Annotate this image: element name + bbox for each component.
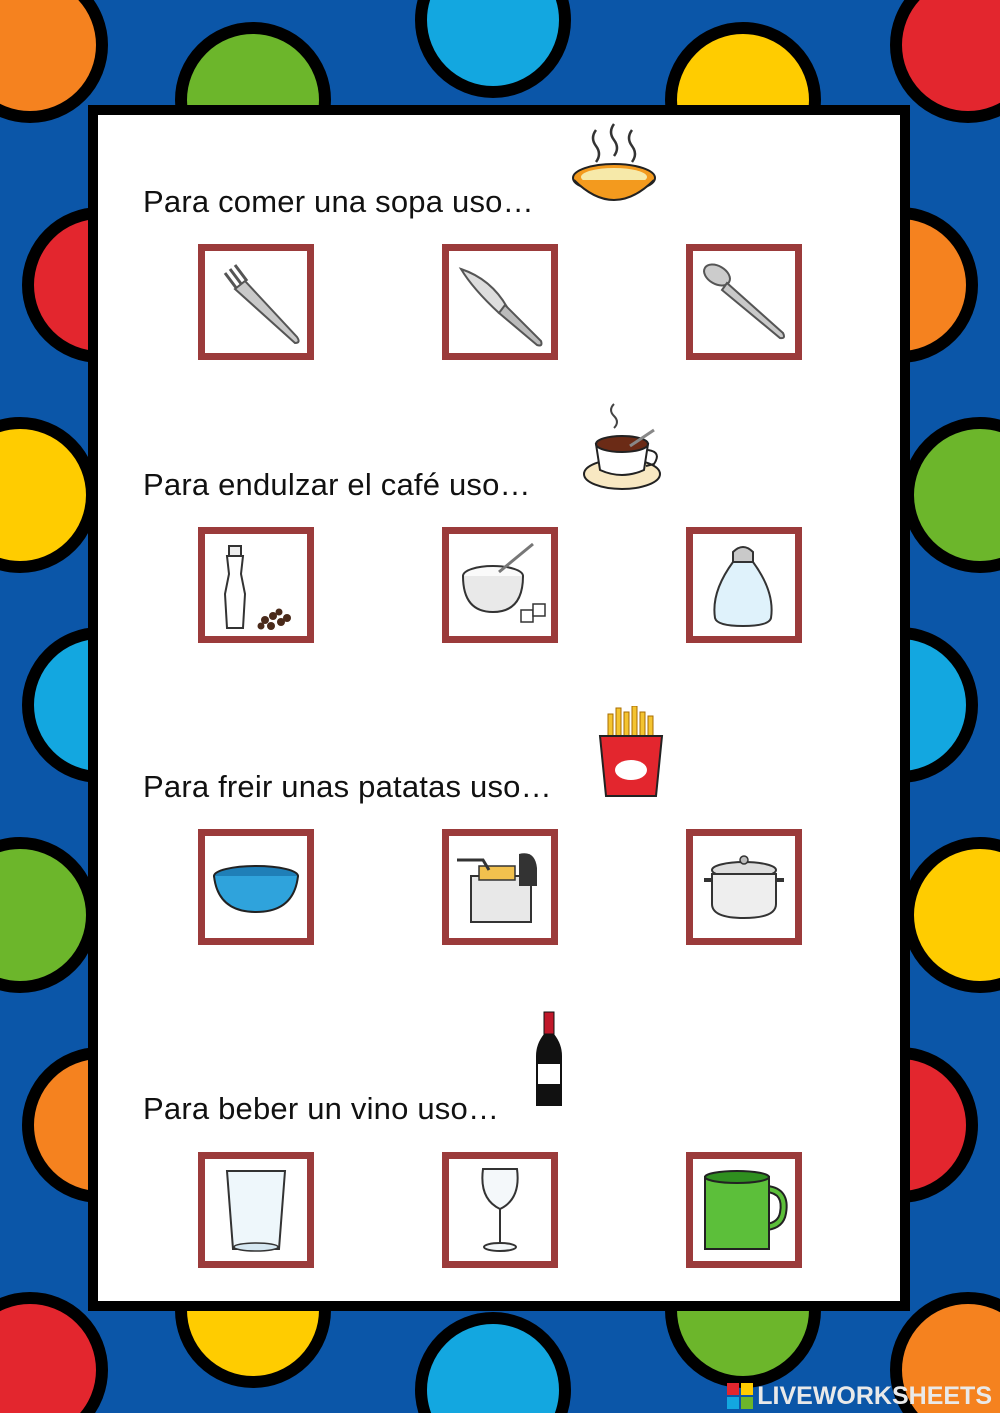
- wine-glass-icon: [449, 1159, 551, 1261]
- option-water-glass[interactable]: [198, 1152, 314, 1268]
- question-4-text: Para beber un vino uso…: [143, 1091, 500, 1126]
- liveworksheets-logo-icon: [727, 1383, 753, 1409]
- salt-shaker-icon: [693, 534, 795, 636]
- option-cooking-pot[interactable]: [686, 829, 802, 945]
- option-mixing-bowl[interactable]: [198, 829, 314, 945]
- option-mug[interactable]: [686, 1152, 802, 1268]
- option-fork[interactable]: [198, 244, 314, 360]
- pepper-grinder-icon: [205, 534, 307, 636]
- option-deep-fryer[interactable]: [442, 829, 558, 945]
- option-spoon[interactable]: [686, 244, 802, 360]
- mixing-bowl-icon: [205, 836, 307, 938]
- fork-icon: [205, 251, 307, 353]
- french-fries-icon: [596, 706, 666, 798]
- option-pepper-grinder[interactable]: [198, 527, 314, 643]
- water-glass-icon: [205, 1159, 307, 1261]
- option-salt-shaker[interactable]: [686, 527, 802, 643]
- option-sugar-bowl[interactable]: [442, 527, 558, 643]
- soup-bowl-icon: [568, 122, 660, 212]
- liveworksheets-watermark: [727, 1383, 992, 1409]
- mug-icon: [693, 1159, 795, 1261]
- cooking-pot-icon: [693, 836, 795, 938]
- option-wine-glass[interactable]: [442, 1152, 558, 1268]
- question-1-text: Para comer una sopa uso…: [143, 184, 534, 219]
- deep-fryer-icon: [449, 836, 551, 938]
- question-2-text: Para endulzar el café uso…: [143, 467, 531, 502]
- watermark-text: LIVEWORKSHEETS: [757, 1381, 992, 1410]
- sugar-bowl-icon: [449, 534, 551, 636]
- option-knife[interactable]: [442, 244, 558, 360]
- coffee-cup-icon: [582, 400, 664, 496]
- spoon-icon: [693, 251, 795, 353]
- wine-bottle-icon: [534, 1010, 564, 1110]
- knife-icon: [449, 251, 551, 353]
- question-3-text: Para freir unas patatas uso…: [143, 769, 552, 804]
